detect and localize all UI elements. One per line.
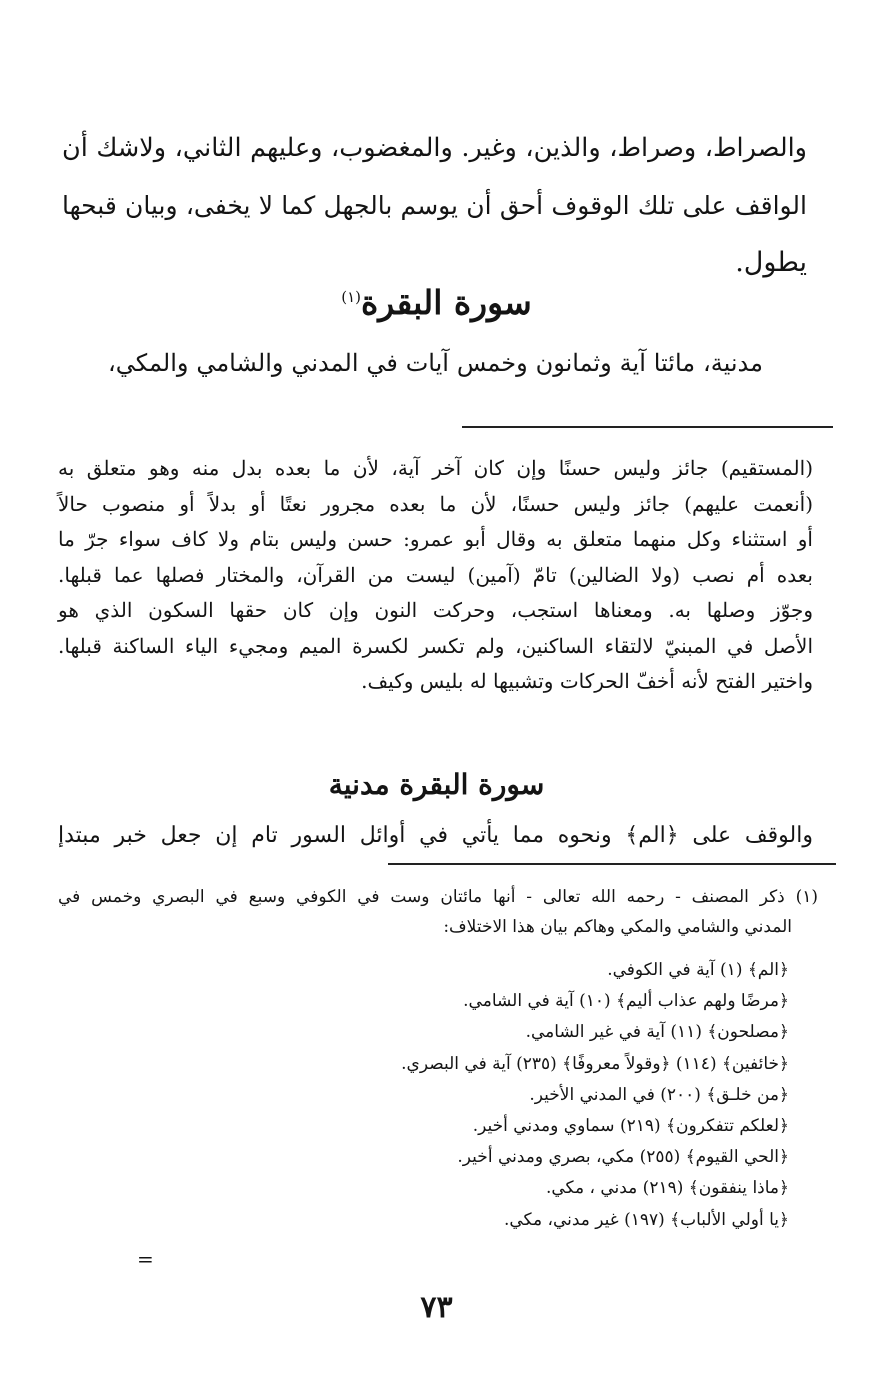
footnote-marker: (١)	[341, 288, 361, 306]
footnote-line: المدني والشامي والمكي وهاكم بيان هذا الاختلاف:	[443, 917, 792, 937]
body-line: والصراط، وصراط، والذين، وغير. والمغضوب، وعليهم الثاني، ولاشك أن	[62, 133, 807, 163]
commentary-line: (المستقيم) جائز وليس حسنًا وإن كان آخر آية، لأن ما بعده بدل منه وهو متعلق به	[58, 456, 813, 480]
footnote-divider	[388, 863, 836, 865]
footnote-item: ﴿مرضًا ولهم عذاب أليم﴾ (١٠) آية في الشامي.	[463, 991, 789, 1012]
footnote-item: ﴿من خلـق﴾ (٢٠٠) في المدني الأخير.	[529, 1084, 789, 1105]
footnote-line: (١) ذكر المصنف - رحمه الله تعالى - أنها مائتان وست في الكوفي وسبع في البصري وخمس في	[58, 887, 818, 907]
commentary-line: (أنعمت عليهم) جائز وليس حسنًا، لأن ما بعده مجرور نعتًا أو بدلاً أو منصوب حالاً	[58, 491, 813, 516]
footnote-item: ﴿مصلحون﴾ (١١) آية في غير الشامي.	[525, 1022, 789, 1043]
waqf-paragraph	[58, 818, 813, 854]
footnote-item: ﴿لعلكم تتفكرون﴾ (٢١٩) سماوي ومدني أخير.	[472, 1116, 789, 1137]
footnote-item: ﴿الم﴾ (١) آية في الكوفي.	[607, 960, 789, 980]
footnote-item: ﴿خائفين﴾ (١١٤) ﴿وقولاً معروفًا﴾ (٢٣٥) آية في البصري.	[401, 1053, 789, 1074]
body-line: يطول.	[735, 247, 807, 278]
footnote-item: ﴿ماذا ينفقون﴾ (٢١٩) مدني ، مكي.	[545, 1178, 789, 1199]
body-line: الواقف على تلك الوقوف أحق أن يوسم بالجهل كما لا يخفى، وبيان قبحها	[62, 191, 807, 220]
surah-heading-text: سورة البقرة	[360, 283, 532, 322]
margin-mark: =	[137, 1247, 154, 1271]
section-heading-text: سورة البقرة مدنية	[328, 768, 545, 801]
commentary-line: وجوّز وصلها به. ومعناها استجب، وحركت النون وإن كان حقها السكون الذي هو	[58, 598, 813, 622]
body-paragraph	[62, 120, 807, 291]
section-divider	[462, 426, 833, 428]
commentary-line: الأصل في المبنيّ لالتقاء الساكنين، ولم تكسر لكسرة الميم ومجيء الياء الساكنة قبلها.	[58, 633, 813, 658]
footnote-item: ﴿الحي القيوم﴾ (٢٥٥) مكي، بصري ومدني أخير.	[457, 1147, 789, 1168]
waqf-line: والوقف على ﴿الم﴾ ونحوه مما يأتي في أوائل السور تام إن جعل خبر مبتدإ	[58, 823, 813, 848]
commentary-line: أو استثناء وكل منهما متعلق به وقال أبو عمرو: حسن وليس بتام ولا كاف سواء جرّ ما	[58, 527, 813, 551]
footnote-item: ﴿يا أولي الألباب﴾ (١٩٧) غير مدني، مكي.	[503, 1209, 789, 1230]
surah-subtitle	[108, 343, 763, 383]
commentary-line: بعده أم نصب (ولا الضالين) تامّ (آمين) ليست من القرآن، والمختار فصلها عما قبلها.	[58, 562, 814, 587]
page-number: ٧٣	[420, 1290, 453, 1325]
commentary-paragraph	[58, 451, 813, 700]
commentary-line: واختير الفتح لأنه أخفّ الحركات وتشبيها له بليس وكيف.	[361, 669, 813, 693]
footnote-intro	[58, 882, 818, 942]
section-heading	[0, 768, 873, 801]
subtitle-line: مدنية، مائتا آية وثمانون وخمس آيات في المدني والشامي والمكي،	[108, 349, 763, 377]
surah-heading	[0, 283, 873, 322]
footnote-list	[401, 955, 789, 1236]
